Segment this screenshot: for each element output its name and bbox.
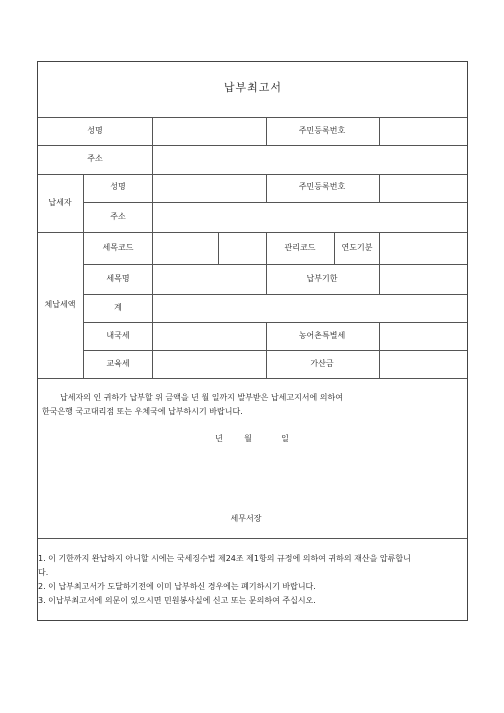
education-tax-label: 교육세: [106, 359, 130, 368]
rule: [83, 350, 467, 351]
form-title: 납부최고서: [223, 81, 283, 94]
rule: [83, 264, 467, 265]
rule: [83, 174, 84, 378]
rule: [266, 322, 267, 378]
rule: [83, 202, 467, 203]
rule: [379, 174, 380, 202]
tax-item-label: 세목명: [106, 274, 130, 283]
rule: [38, 117, 467, 118]
name-label: 성명: [87, 126, 103, 135]
note-2: 2. 이 납부최고서가 도달하기전에 이미 납부하신 경우에는 폐기하시기 바랍니다.: [38, 582, 316, 591]
date-month: 월: [244, 434, 252, 443]
rule: [266, 232, 267, 264]
rule: [83, 322, 467, 323]
rule: [38, 538, 467, 539]
rule: [334, 232, 335, 264]
rule: [379, 232, 380, 264]
taxpayer-address-label: 주소: [110, 212, 126, 221]
note-3: 3. 이납부최고서에 의문이 있으시면 민원봉사실에 신고 또는 문의하여 주십시오.: [38, 596, 316, 605]
address-label: 주소: [87, 154, 103, 163]
date-day: 일: [281, 434, 289, 443]
tax-office-head: 세무서장: [230, 514, 262, 523]
rule: [38, 145, 467, 146]
note-1-cont: 다.: [38, 568, 49, 577]
rule: [379, 322, 380, 378]
notice-form: [37, 61, 468, 621]
rule: [83, 294, 467, 295]
taxpayer-name-label: 성명: [110, 182, 126, 191]
manage-code-label: 관리코드: [284, 243, 316, 252]
rule: [218, 232, 219, 264]
notice-text-line2: 한국은행 국고대리점 또는 우체국에 납부하시기 바랍니다.: [42, 407, 243, 416]
rural-tax-label: 농어촌특별세: [298, 331, 346, 340]
notice-text-line1: 납세자의 인 귀하가 납부할 위 금액을 년 월 일까지 발부받은 납세고지서에 의하여: [60, 393, 343, 402]
arrears-section-label: 체납세액: [44, 300, 76, 309]
rule: [379, 264, 380, 294]
rule: [38, 174, 467, 175]
taxpayer-id-label: 주민등록번호: [298, 182, 346, 191]
rule: [38, 378, 467, 379]
total-label: 계: [114, 303, 122, 312]
rule: [152, 174, 153, 232]
rule: [379, 117, 380, 145]
year-period-label: 연도기분: [341, 243, 373, 252]
rule: [38, 232, 467, 233]
rule: [266, 117, 267, 145]
rule: [152, 117, 153, 174]
rule: [152, 232, 153, 378]
rule: [266, 264, 267, 294]
date-year: 년: [215, 434, 223, 443]
rule: [266, 174, 267, 202]
id-number-label: 주민등록번호: [298, 126, 346, 135]
taxpayer-section-label: 납세자: [48, 198, 72, 207]
penalty-label: 가산금: [310, 359, 334, 368]
note-1: 1. 이 기한까지 완납하지 아니할 시에는 국세징수법 제24조 제1항의 규정에 의하여 귀하의 재산을 압류합니: [38, 554, 411, 563]
tax-code-label: 세목코드: [102, 243, 134, 252]
national-tax-label: 내국세: [106, 331, 130, 340]
due-date-label: 납부기한: [306, 274, 338, 283]
